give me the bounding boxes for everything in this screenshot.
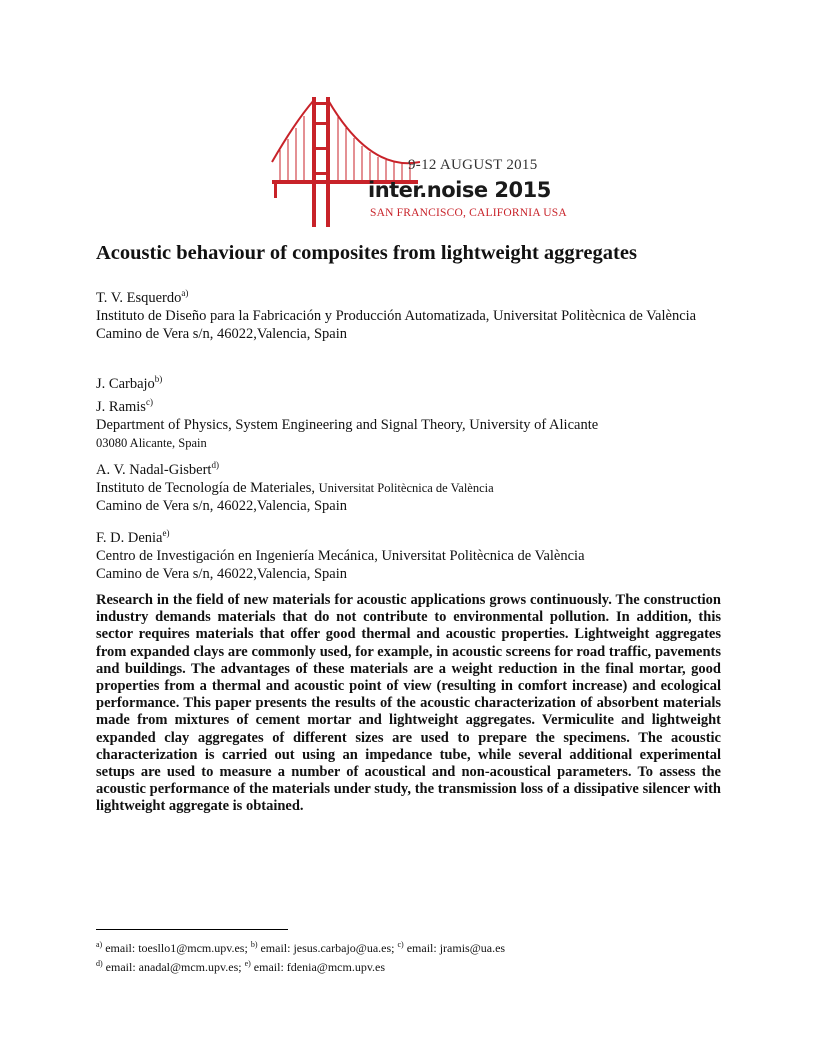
affiliation-line: Camino de Vera s/n, 46022,Valencia, Spain	[96, 325, 348, 342]
affiliation-line: Department of Physics, System Engineering and Signal Theory, University of Alicante	[96, 416, 599, 433]
conference-dates: 9-12 AUGUST 2015	[408, 157, 538, 173]
author-block-1	[96, 284, 721, 343]
affiliation-line: Instituto de Diseño para la Fabricación y Producción Automatizada, Universitat Politècnica de València	[96, 307, 697, 324]
author-block-2	[96, 370, 721, 452]
affiliation-line: Camino de Vera s/n, 46022,Valencia, Spain	[96, 565, 348, 582]
affiliation-line: Instituto de Tecnología de Materiales, Universitat Politècnica de València	[96, 479, 494, 496]
conference-name: inter.noise 2015	[368, 178, 551, 202]
footnote-divider	[96, 929, 288, 930]
conference-logo	[270, 92, 567, 232]
author-name: T. V. Esquerdo$^{a)}$	[96, 288, 189, 306]
footnote-line: $^{a)}$ email: toesllo1@mcm.upv.es; $^{b)}$ email: jesus.carbajo@ua.es; $^{c)}$ email: jramis@ua.es	[96, 940, 506, 955]
footnote-line: $^{d)}$ email: anadal@mcm.upv.es; $^{e)}$ email: fdenia@mcm.upv.es	[96, 959, 386, 974]
author-name: A. V. Nadal-Gisbert$^{d)}$	[96, 460, 219, 478]
author-block-4	[96, 524, 721, 583]
affiliation-line: Camino de Vera s/n, 46022,Valencia, Spain	[96, 497, 348, 514]
footnotes	[96, 937, 721, 975]
conference-location: SAN FRANCISCO, CALIFORNIA USA	[370, 207, 567, 219]
author-name: J. Ramis$^{c)}$	[96, 396, 153, 415]
affiliation-line: Centro de Investigación en Ingeniería Mecánica, Universitat Politècnica de València	[96, 547, 585, 564]
abstract: Research in the field of new materials for acoustic applications grows continuously. The construction industry demands materials that do not contribute to environmental pollution. In addition, this sector requires materials that offer good thermal and acoustic properties. Lightweight aggregates from expanded clays are commonly used, for example, in acoustic screens for road traffic, pavements and buildings. The advantages of these materials are a weight reduction in the final mortar, good properties from a thermal and acoustic point of view (resulting in comfort increase) and ecological performance. This paper presents the results of the acoustic characterization of absorbent materials made from mixtures of cement mortar and lightweight aggregates. Vermiculite and lightweight expanded clay aggregates of different sizes are used to prepare the specimens. The acoustic characterization is carried out using an impedance tube, while several additional experimental setups are used to measure a number of acoustical and non-acoustical parameters. To assess the acoustic performance of the materials under study, the transmission loss of a dissipative silencer with lightweight aggregate is obtained.	[96, 592, 721, 815]
author-name: J. Carbajo$^{b)}$	[96, 374, 163, 392]
author-name: F. D. Denia$^{e)}$	[96, 528, 170, 546]
author-block-3	[96, 456, 721, 515]
affiliation-line: 03080 Alicante, Spain	[96, 435, 207, 450]
paper-title: Acoustic behaviour of composites from lightweight aggregates	[96, 242, 637, 264]
